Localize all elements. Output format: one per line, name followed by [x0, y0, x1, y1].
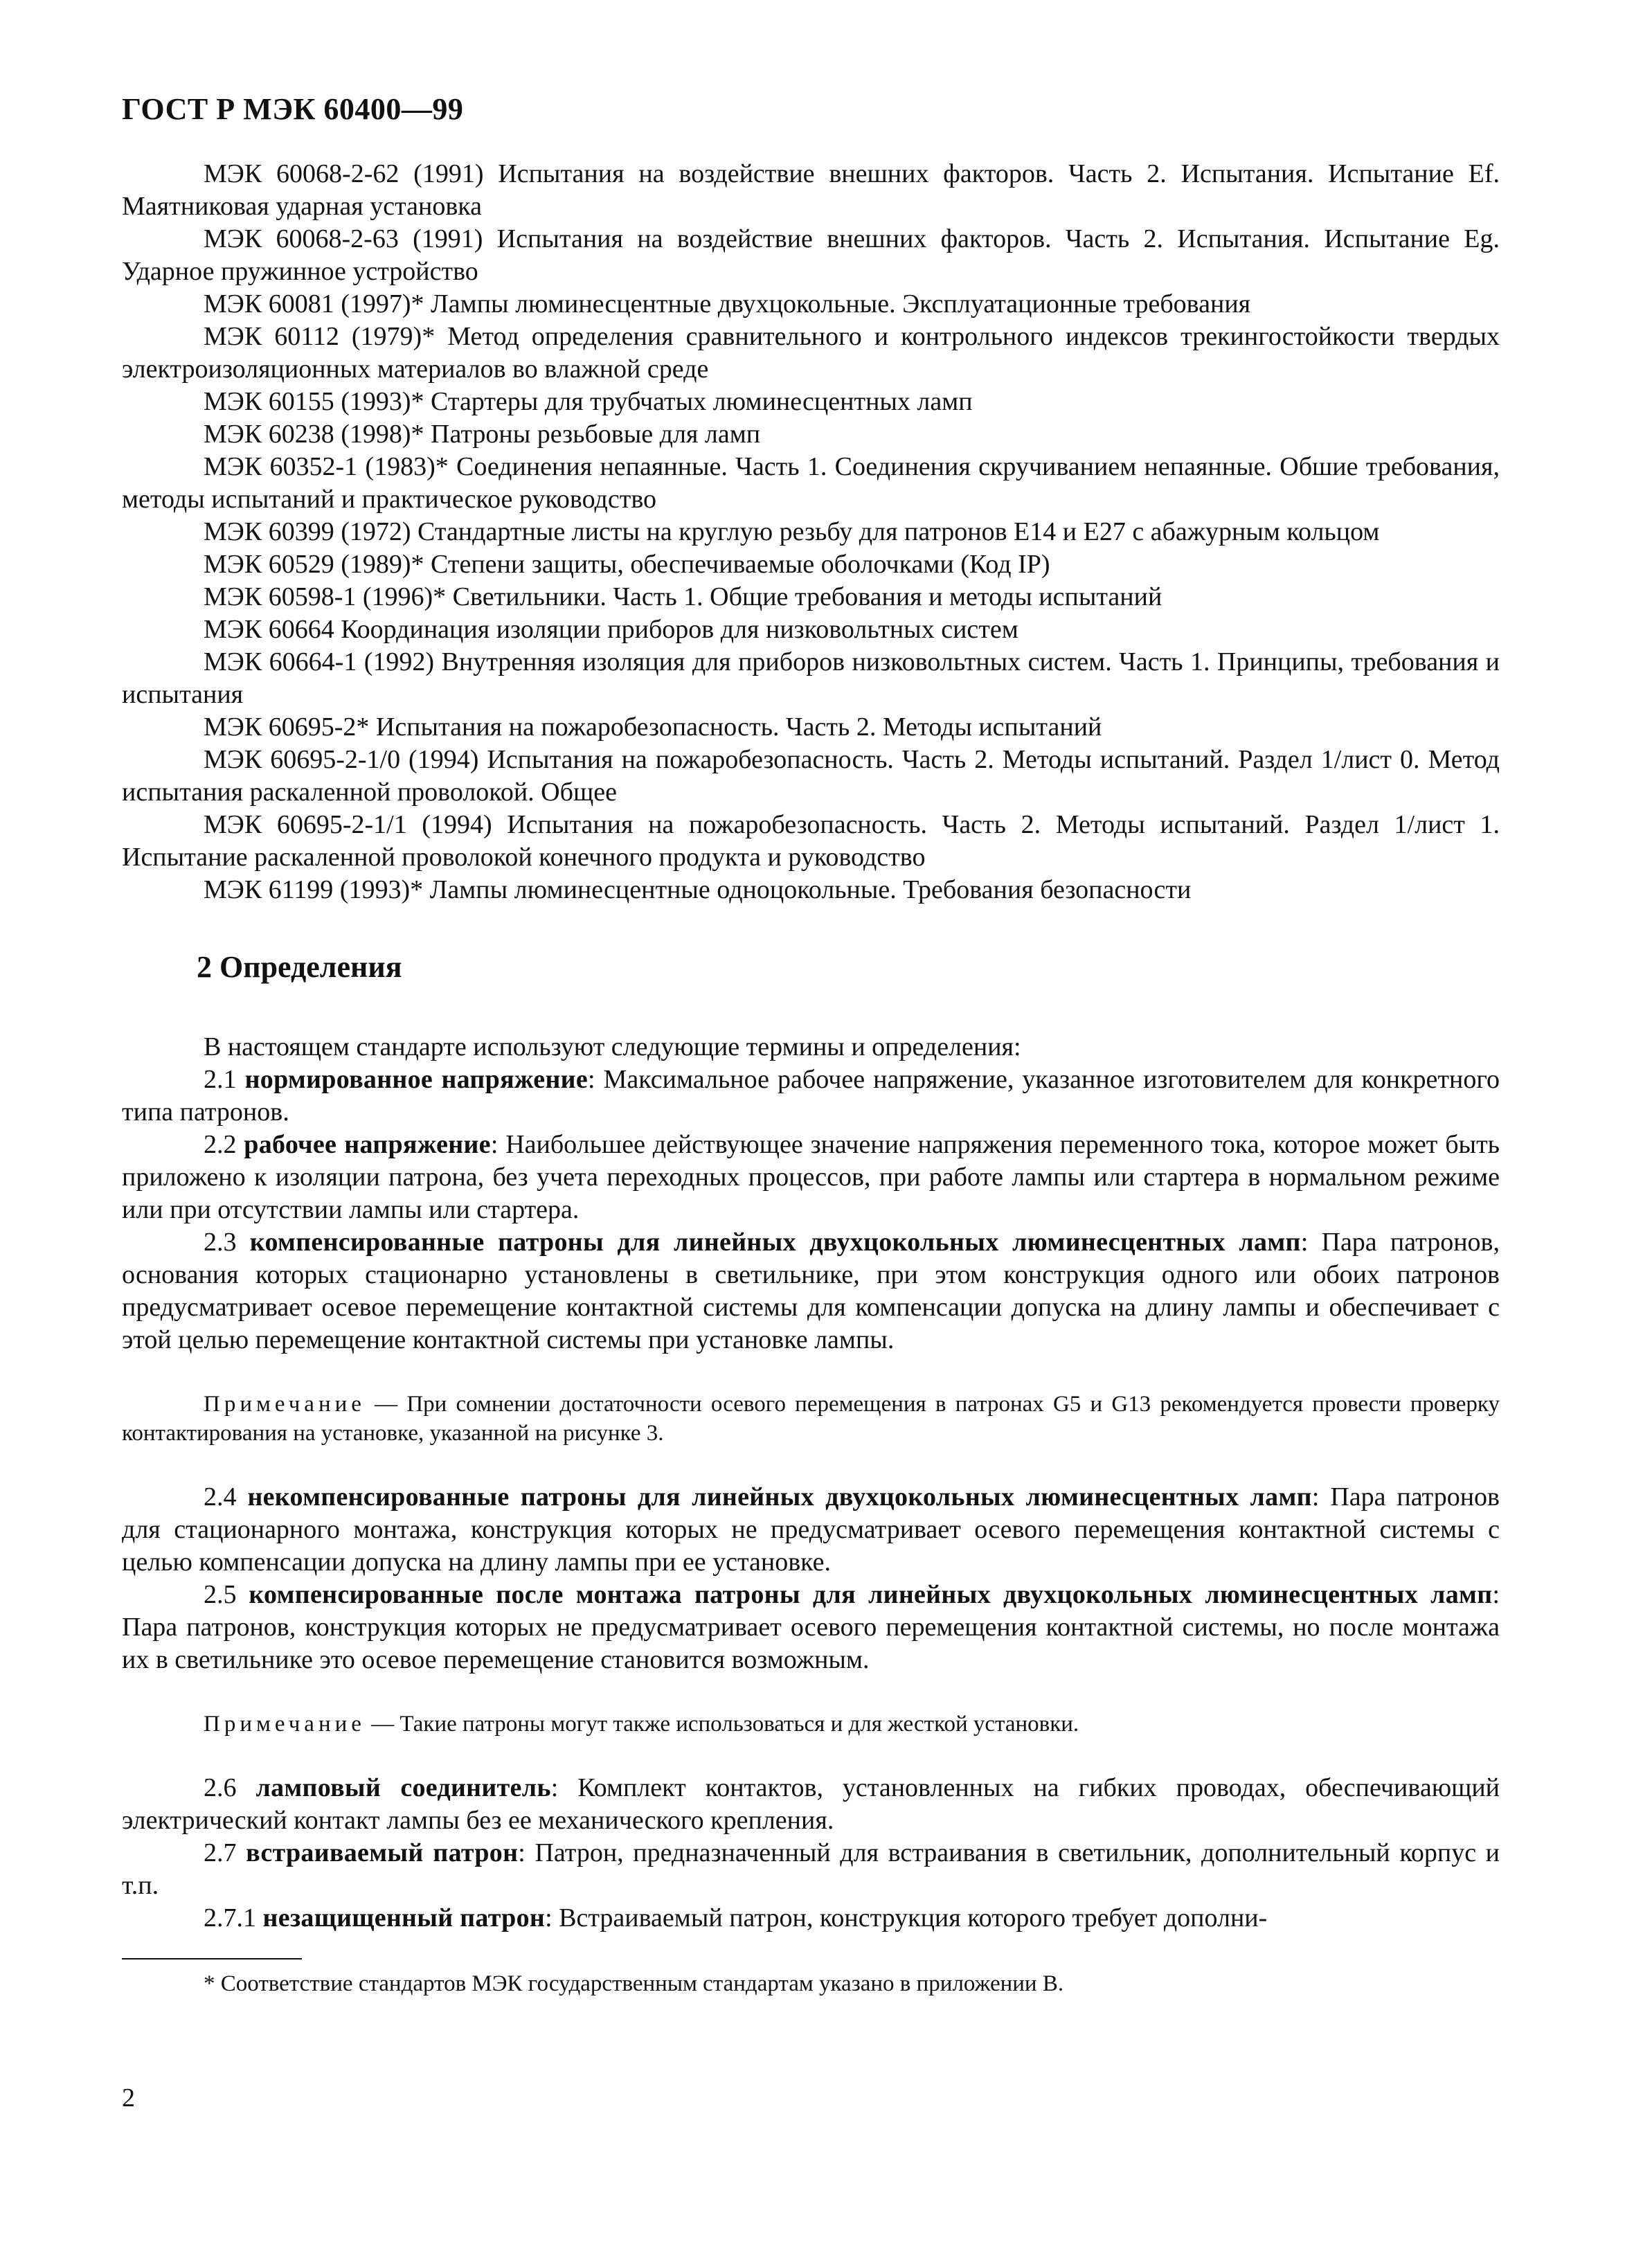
definition-text: : Максимальное рабочее напряжение, указанное изготовителем для конкретного типа патронов. — [122, 1065, 1500, 1127]
definition-text: : Пара патронов для стационарного монтажа, конструкция которых не предусматривает осевого перемещения контактной системы с целью компенсации допуска на длину лампы при ее установке. — [122, 1482, 1500, 1577]
note-text: — Такие патроны могут также использоваться и для жесткой установки. — [365, 1712, 1079, 1737]
definition-text: : Комплект контактов, установленных на гибких проводах, обеспечивающий электрический контакт лампы без ее механического крепления. — [122, 1773, 1500, 1835]
definition-2-2 — [122, 1129, 1500, 1226]
reference-item: МЭК 60155 (1993)* Стартеры для трубчатых люминесцентных ламп — [204, 387, 973, 416]
note-text: — При сомнении достаточности осевого перемещения в патронах G5 и G13 рекомендуется провести проверку контактирования на установке, указанной на рисунке 3. — [122, 1392, 1500, 1446]
note-label: Примечание — [204, 1392, 366, 1417]
definition-term: нормированное напряжение — [244, 1065, 588, 1094]
definition-number: 2.7.1 — [204, 1903, 263, 1932]
definitions-section — [122, 1031, 1500, 1935]
reference-item: МЭК 60081 (1997)* Лампы люминесцентные двухцокольные. Эксплуатационные требования — [204, 289, 1251, 319]
definition-text: : Пара патронов, конструкция которых не предусматривает осевого перемещения контактной системы, но после монтажа их в светильнике это осевое перемещение становится возможным. — [122, 1580, 1500, 1674]
definition-2-4 — [122, 1481, 1500, 1579]
reference-item: МЭК 60664-1 (1992) Внутренняя изоляция для приборов низковольтных систем. Часть 1. Принципы, требования и испытания — [122, 647, 1500, 709]
note-paragraph — [122, 1710, 1500, 1739]
definition-text: : Встраиваемый патрон, конструкция которого требует дополни- — [545, 1903, 1268, 1932]
definition-number: 2.1 — [204, 1065, 245, 1094]
definition-number: 2.7 — [204, 1838, 246, 1867]
definition-term: рабочее напряжение — [244, 1130, 491, 1159]
definition-term: незащищенный патрон — [262, 1903, 546, 1932]
definition-number: 2.3 — [204, 1228, 250, 1257]
definition-2-1 — [122, 1064, 1500, 1129]
reference-item: МЭК 60112 (1979)* Метод определения сравнительного и контрольного индексов трекингостойкости твердых электроизоляционных материалов во влажной среде — [122, 322, 1500, 384]
reference-item: МЭК 61199 (1993)* Лампы люминесцентные одноцокольные. Требования безопасности — [204, 875, 1192, 904]
normative-references-list — [122, 158, 1500, 906]
reference-item: МЭК 60529 (1989)* Степени защиты, обеспечиваемые оболочками (Код IP) — [204, 550, 1050, 579]
reference-item: МЭК 60664 Координация изоляции приборов для низковольтных систем — [204, 615, 1018, 644]
note-paragraph — [122, 1390, 1500, 1448]
reference-item: МЭК 60695-2-1/0 (1994) Испытания на пожаробезопасность. Часть 2. Методы испытаний. Раздел 1/лист 0. Метод испытания раскаленной проволокой. Общее — [122, 745, 1500, 807]
definition-text: : Пара патронов, основания которых стационарно установлены в светильнике, при этом конструкция одного или обоих патронов предусматривает осевое перемещение контактной системы для компенсации допуска на длину лампы и обеспечивает с этой целью перемещение контактной системы при установке лампы. — [122, 1228, 1500, 1354]
reference-item: МЭК 60399 (1972) Стандартные листы на круглую резьбу для патронов Е14 и Е27 с абажурным кольцом — [204, 517, 1380, 546]
definition-2-6 — [122, 1772, 1500, 1837]
definition-2-7 — [122, 1837, 1500, 1902]
definition-number: 2.5 — [204, 1580, 249, 1609]
note-label: Примечание — [204, 1712, 366, 1737]
reference-item: МЭК 60238 (1998)* Патроны резьбовые для ламп — [204, 420, 761, 449]
definition-2-3 — [122, 1226, 1500, 1356]
definition-text: : Патрон, предназначенный для встраивания в светильник, дополнительный корпус и т.п. — [122, 1838, 1500, 1900]
reference-item: МЭК 60068-2-62 (1991) Испытания на воздействие внешних факторов. Часть 2. Испытания. Испытание Ef. Маятниковая ударная установка — [122, 159, 1500, 221]
reference-item: МЭК 60598-1 (1996)* Светильники. Часть 1. Общие требования и методы испытаний — [204, 582, 1162, 611]
footnote-divider — [122, 1958, 302, 1959]
footnote: * Соответствие стандартов МЭК государственным стандартам указано в приложении В. — [204, 1971, 1064, 1996]
page-number: 2 — [122, 2083, 135, 2113]
reference-item: МЭК 60068-2-63 (1991) Испытания на воздействие внешних факторов. Часть 2. Испытания. Испытание Eg. Ударное пружинное устройство — [122, 224, 1500, 286]
reference-item: МЭК 60695-2-1/1 (1994) Испытания на пожаробезопасность. Часть 2. Методы испытаний. Раздел 1/лист 1. Испытание раскаленной проволокой конечного продукта и руководство — [122, 810, 1500, 872]
definition-term: встраиваемый патрон — [246, 1838, 519, 1867]
definition-term: некомпенсированные патроны для линейных двухцокольных люминесцентных ламп — [247, 1482, 1312, 1512]
section-intro: В настоящем стандарте используют следующие термины и определения: — [204, 1032, 1021, 1061]
definition-text: : Наибольшее действующее значение напряжения переменного тока, которое может быть приложено к изоляции патрона, без учета переходных процессов, при работе лампы или стартера в нормальном режиме или при отсутствии лампы или стартера. — [122, 1130, 1500, 1224]
reference-item: МЭК 60352-1 (1983)* Соединения непаянные. Часть 1. Соединения скручиванием непаянные. Обшие требования, методы испытаний и практическое руководство — [122, 452, 1500, 514]
definition-term: компенсированные патроны для линейных двухцокольных люминесцентных ламп — [249, 1228, 1301, 1257]
running-header: ГОСТ Р МЭК 60400—99 — [122, 92, 464, 126]
section-title: 2 Определения — [197, 950, 402, 984]
definition-number: 2.6 — [204, 1773, 256, 1802]
definition-2-5 — [122, 1579, 1500, 1676]
definition-number: 2.4 — [204, 1482, 248, 1512]
definition-term: ламповый соединитель — [255, 1773, 551, 1802]
definition-2-7-1 — [122, 1902, 1500, 1935]
reference-item: МЭК 60695-2* Испытания на пожаробезопасность. Часть 2. Методы испытаний — [204, 712, 1102, 742]
definition-term: компенсированные после монтажа патроны для линейных двухцокольных люминесцентных ламп — [249, 1580, 1493, 1609]
definition-number: 2.2 — [204, 1130, 244, 1159]
